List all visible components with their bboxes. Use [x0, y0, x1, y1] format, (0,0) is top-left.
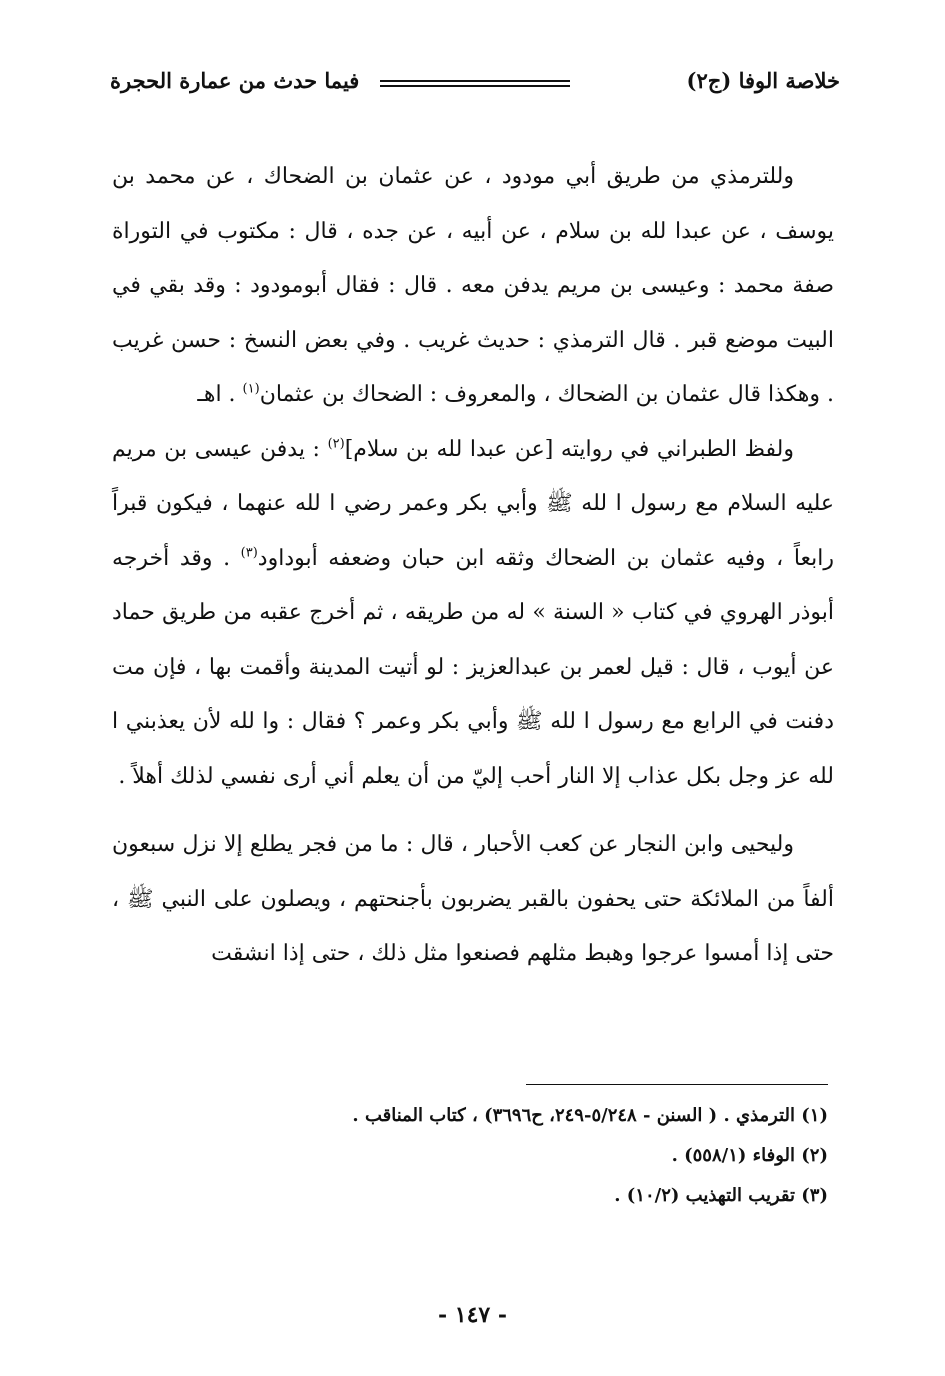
- chapter-title: فيما حدث من عمارة الحجرة: [110, 68, 360, 93]
- footnote-1: (١) الترمذي . ( السنن - ٥/٢٤٨-٢٤٩، ح٣٦٩٦) ، كتاب المناقب .: [352, 1105, 828, 1126]
- footnote-2: (٢) الوفاء (٥٥٨/١) .: [671, 1145, 828, 1166]
- paragraph-1: [112, 150, 834, 423]
- main-text: [112, 150, 834, 982]
- page-number: - ١٤٧ -: [437, 1302, 508, 1328]
- paragraph-3: [112, 818, 834, 982]
- book-title: خلاصة الوفا (ج٢): [686, 68, 840, 93]
- paragraph-text: ولفظ الطبراني في روايته [عن عبدا لله بن سلام]: [344, 436, 794, 462]
- paragraph-text: . وقد أخرجه أبوذر الهروي في كتاب « السنة » له من طريقه ، ثم أخرج عقبه من طريق حماد عن أيوب ، قال : قيل لعمر بن عبدالعزيز : لو أتيت المدينة وأقمت بها ، فإن مت دفنت في الرابع مع رسول ا لله ﷺ وأبي بكر وعمر ؟ فقال : وا لله لأن يعذبني ا لله عز وجل بكل عذاب إلا النار أحب إليّ من أن يعلم أني أرى نفسي لذلك أهلاً .: [112, 545, 834, 789]
- paragraph-text: : يدفن عيسى بن مريم عليه السلام مع رسول ا لله ﷺ وأبي بكر وعمر رضي ا لله عنهما ، فيكون قبراً رابعاً ، وفيه عثمان بن الضحاك وثقه ابن حبان وضعفه أبوداود: [112, 436, 835, 571]
- running-header: [110, 62, 840, 102]
- paragraph-tail: . اهـ: [197, 382, 236, 407]
- footnote-3: (٣) تقريب التهذيب (١٠/٢) .: [614, 1185, 828, 1206]
- footnote-ref-1: (١): [242, 381, 260, 397]
- footnotes: [200, 1096, 828, 1216]
- paragraph-text: وليحيى وابن النجار عن كعب الأحبار ، قال : ما من فجر يطلع إلا نزل سبعون ألفاً من الملائكة حتى يحفون بالقبر يضربون بأجنحتهم ، ويصلون على النبي ﷺ ، حتى إذا أمسوا عرجوا وهبط مثلهم فصنعوا مثل ذلك ، حتى إذا انشقت: [112, 832, 834, 966]
- paragraph-text: وللترمذي من طريق أبي مودود ، عن عثمان بن الضحاك ، عن محمد بن يوسف ، عن عبدا لله بن سلام ، عن أبيه ، عن جده ، قال : مكتوب في التوراة صفة محمد : وعيسى بن مريم يدفن معه . قال : فقال أبومودود : وقد بقي في البيت موضع قبر . قال الترمذي : حديث غريب . وفي بعض النسخ : حسن غريب . وهكذا قال عثمان بن الضحاك ، والمعروف : الضحاك بن عثمان: [112, 164, 834, 407]
- paragraph-2: [112, 423, 834, 805]
- footnote-ref-2: (٢): [327, 436, 345, 452]
- footnote-ref-3: (٣): [240, 545, 258, 561]
- footnote-divider: [526, 1084, 828, 1085]
- header-divider: [380, 80, 570, 87]
